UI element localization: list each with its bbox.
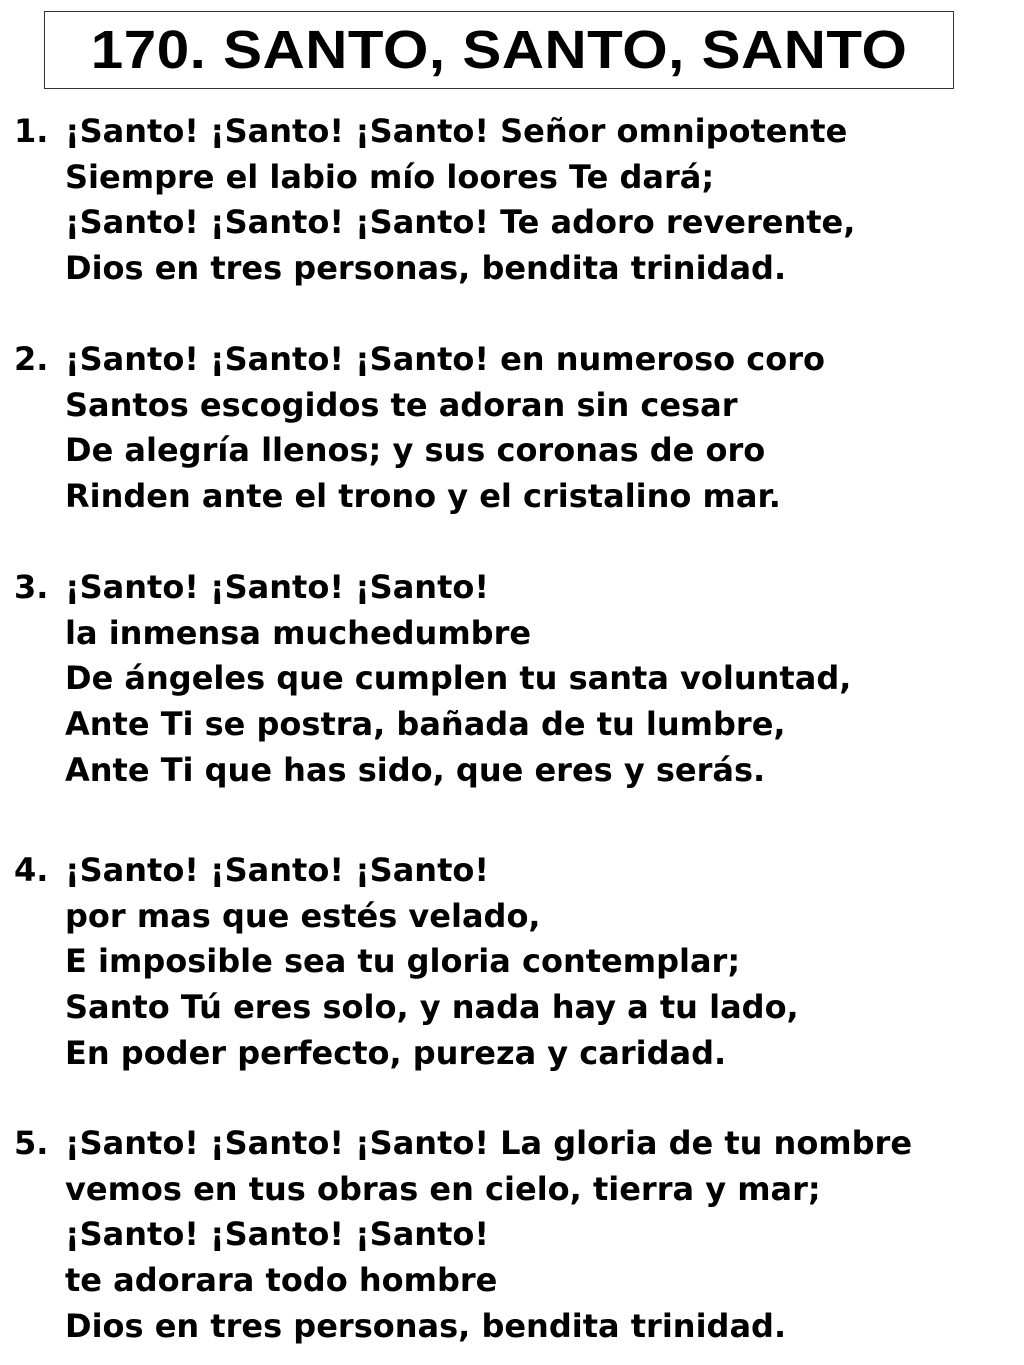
verse-line-text: De ángeles que cumplen tu santa voluntad,: [65, 659, 852, 698]
verse-line-text: ¡Santo! ¡Santo! ¡Santo! La gloria de tu nombre: [65, 1124, 913, 1162]
verse-line: [0, 155, 1024, 201]
verse-line-text: ¡Santo! ¡Santo! ¡Santo!: [65, 1215, 489, 1254]
verse-5: [0, 1121, 1024, 1349]
verse-line: [0, 985, 1024, 1031]
verse-line: [0, 894, 1024, 940]
verse-line-text: E imposible sea tu gloria contemplar;: [65, 942, 741, 981]
verse-line-text: En poder perfecto, pureza y caridad.: [65, 1033, 727, 1072]
verse-line-text: ¡Santo! ¡Santo! ¡Santo!: [65, 851, 489, 889]
verse-number: 1.: [14, 112, 49, 150]
verse-number: 2.: [14, 340, 49, 378]
verse-4: [0, 848, 1024, 1076]
verse-number: 3.: [14, 568, 49, 606]
verse-line: [0, 611, 1024, 657]
verse-1: [0, 109, 1024, 292]
verse-line: [0, 474, 1024, 520]
verse-line-text: ¡Santo! ¡Santo! ¡Santo!: [65, 568, 489, 606]
verse-line: [0, 200, 1024, 246]
verse-line-text: Ante Ti que has sido, que eres y serás.: [65, 750, 766, 789]
verse-line-text: vemos en tus obras en cielo, tierra y mar;: [65, 1169, 821, 1208]
verse-line: [0, 565, 1024, 611]
verse-line-text: ¡Santo! ¡Santo! ¡Santo! Señor omnipotente: [65, 112, 848, 150]
verse-line-text: ¡Santo! ¡Santo! ¡Santo! Te adoro reverente,: [65, 203, 856, 242]
verse-line: [0, 702, 1024, 748]
verse-line-text: Ante Ti se postra, bañada de tu lumbre,: [65, 705, 786, 744]
verse-line: [0, 383, 1024, 429]
verse-line: [0, 939, 1024, 985]
verse-line: [0, 1121, 1024, 1167]
verse-number: 5.: [14, 1124, 49, 1162]
verse-line: [0, 246, 1024, 292]
verse-line-text: Dios en tres personas, bendita trinidad.: [65, 1306, 787, 1345]
verse-line: [0, 848, 1024, 894]
verse-line-text: por mas que estés velado,: [65, 896, 541, 935]
verse-line: [0, 337, 1024, 383]
verse-line-text: Rinden ante el trono y el cristalino mar.: [65, 477, 781, 516]
verse-line: [0, 428, 1024, 474]
verse-line: [0, 1212, 1024, 1258]
verse-line: [0, 1167, 1024, 1213]
verse-2: [0, 337, 1024, 520]
verse-line-text: Santos escogidos te adoran sin cesar: [65, 385, 738, 424]
verse-line: [0, 656, 1024, 702]
verse-line-text: Siempre el labio mío loores Te dará;: [65, 157, 715, 196]
hymn-title-box: [44, 11, 954, 89]
verse-line: [0, 1258, 1024, 1304]
verse-number: 4.: [14, 851, 49, 889]
verse-line: [0, 1304, 1024, 1350]
verse-line-text: Santo Tú eres solo, y nada hay a tu lado,: [65, 988, 799, 1027]
verse-line: [0, 109, 1024, 155]
verse-3: [0, 565, 1024, 793]
verse-line-text: De alegría llenos; y sus coronas de oro: [65, 431, 766, 470]
verse-line-text: ¡Santo! ¡Santo! ¡Santo! en numeroso coro: [65, 340, 825, 378]
verse-line-text: la inmensa muchedumbre: [65, 613, 532, 652]
verse-line-text: te adorara todo hombre: [65, 1261, 498, 1300]
verse-line: [0, 748, 1024, 794]
verse-line-text: Dios en tres personas, bendita trinidad.: [65, 249, 787, 288]
verse-line: [0, 1031, 1024, 1077]
hymn-title: 170. SANTO, SANTO, SANTO: [90, 20, 908, 80]
